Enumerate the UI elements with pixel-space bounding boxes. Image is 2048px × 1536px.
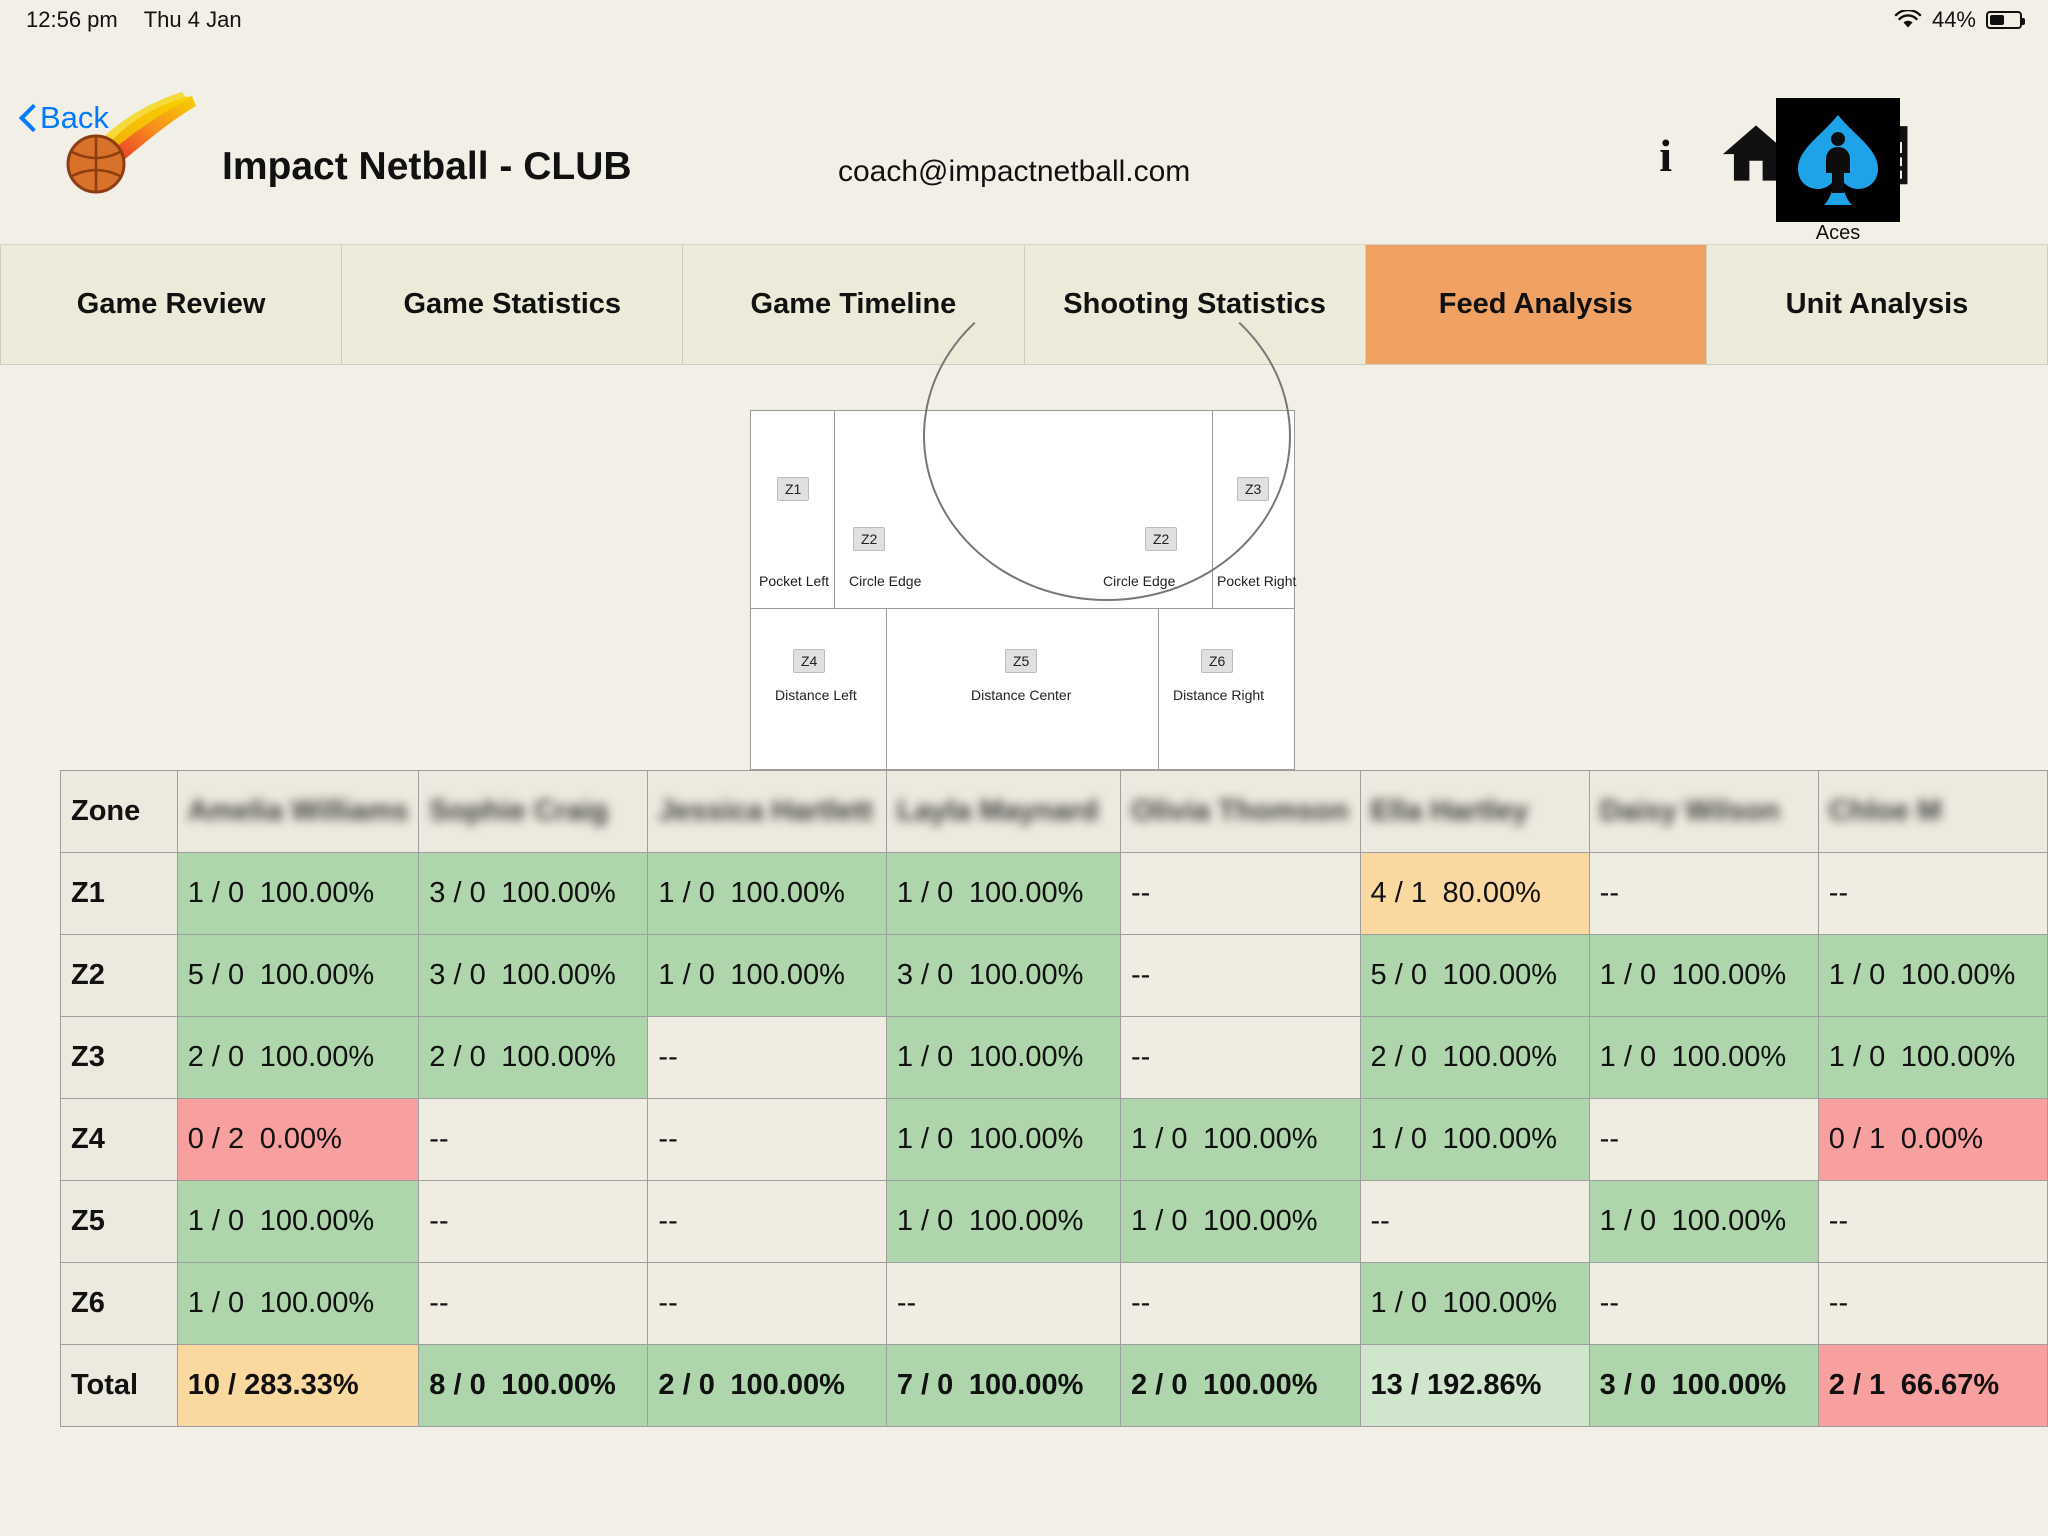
feed-count: -- <box>658 1287 678 1319</box>
table-cell-feed-stat[interactable] <box>648 1181 886 1263</box>
table-cell-feed-stat[interactable] <box>1121 1263 1361 1345</box>
table-cell-feed-stat[interactable] <box>886 1099 1120 1181</box>
table-cell-feed-stat[interactable] <box>886 1017 1120 1099</box>
table-cell-feed-stat[interactable] <box>419 935 648 1017</box>
info-icon[interactable]: i <box>1659 129 1672 181</box>
feed-count: 10 / 2 <box>187 1369 261 1401</box>
feed-percent: 100.00% <box>501 1041 616 1073</box>
back-label: Back <box>40 100 109 135</box>
feed-percent: 100.00% <box>1671 959 1787 991</box>
feed-count: 1 / 0 <box>187 1287 245 1319</box>
feed-percent: 100.00% <box>1203 1369 1318 1401</box>
column-header-player[interactable] <box>1360 771 1589 853</box>
table-cell-feed-stat[interactable] <box>648 935 886 1017</box>
table-cell-feed-stat[interactable] <box>419 1017 648 1099</box>
feed-count: 2 / 1 <box>1828 1369 1886 1401</box>
table-cell-feed-stat[interactable] <box>419 1099 648 1181</box>
feed-count: -- <box>1828 1287 1849 1319</box>
table-cell-feed-stat[interactable] <box>1121 1181 1361 1263</box>
table-cell-feed-stat[interactable] <box>1360 1017 1589 1099</box>
table-cell-feed-stat[interactable] <box>419 1263 648 1345</box>
table-cell-feed-stat[interactable] <box>1121 1099 1361 1181</box>
player-name: Sophie Craig <box>429 795 609 827</box>
table-cell-feed-stat[interactable] <box>1121 853 1361 935</box>
court-zone-label-circle-edge-right: Circle Edge <box>1103 573 1176 589</box>
table-cell-feed-stat[interactable] <box>648 1017 886 1099</box>
table-cell-feed-stat[interactable] <box>1360 935 1589 1017</box>
table-header-row <box>61 771 2048 853</box>
feed-count: -- <box>658 1205 678 1237</box>
account-email: coach@impactnetball.com <box>838 155 1191 188</box>
team-badge[interactable] <box>1776 98 1900 222</box>
court-zone-tag-z2-right: Z2 <box>1145 527 1177 551</box>
feed-percent: 100.00% <box>1203 1123 1318 1155</box>
feed-count: 1 / 0 <box>1599 1205 1657 1237</box>
feed-analysis-table <box>60 770 2048 1427</box>
feed-percent: 100.00% <box>1203 1205 1318 1237</box>
feed-count: 1 / 0 <box>1828 1041 1886 1073</box>
table-cell-feed-stat[interactable] <box>1360 1345 1589 1427</box>
feed-count: 5 / 0 <box>1370 959 1427 991</box>
feed-count: 3 / 0 <box>896 959 954 991</box>
column-header-player[interactable] <box>886 771 1120 853</box>
court-zone-circle-edge[interactable] <box>835 411 1213 608</box>
feed-count: -- <box>1599 1123 1619 1155</box>
chevron-left-icon <box>20 105 34 131</box>
page-title: Impact Netball - CLUB <box>222 145 632 188</box>
court-shooting-circle-row <box>751 411 1297 608</box>
column-header-player[interactable] <box>1121 771 1361 853</box>
court-zone-tag-z3: Z3 <box>1237 477 1269 501</box>
status-right-cluster <box>1894 7 2022 33</box>
table-cell-feed-stat[interactable] <box>1121 1345 1361 1427</box>
table-cell-feed-stat[interactable] <box>1589 1263 1818 1345</box>
feed-count: 1 / 0 <box>1599 1041 1657 1073</box>
feed-count: 1 / 0 <box>658 959 715 991</box>
feed-count: 2 / 0 <box>658 1369 715 1401</box>
court-zone-tag-z5: Z5 <box>1005 649 1037 673</box>
table-row <box>61 853 2048 935</box>
feed-count: 3 / 0 <box>429 877 486 909</box>
row-header-zone: Total <box>61 1345 178 1427</box>
feed-count: -- <box>1131 877 1151 909</box>
table-cell-feed-stat[interactable] <box>1818 1017 2047 1099</box>
feed-count: -- <box>1131 1041 1151 1073</box>
feed-count: 4 / 1 <box>1370 877 1427 909</box>
tab-game-statistics[interactable]: Game Statistics <box>342 245 683 364</box>
table-cell-feed-stat[interactable] <box>177 853 419 935</box>
table-cell-feed-stat[interactable] <box>1818 1345 2047 1427</box>
status-time: 12:56 pm <box>26 7 118 32</box>
feed-percent: 66.67% <box>1900 1369 2000 1401</box>
feed-percent: 0.00% <box>259 1123 342 1155</box>
table-row <box>61 1099 2048 1181</box>
court-zone-tag-z2-left: Z2 <box>853 527 885 551</box>
feed-percent: 100.00% <box>730 1369 845 1401</box>
court-zone-tag-z4: Z4 <box>793 649 825 673</box>
court-zone-distance-left[interactable] <box>751 609 887 769</box>
battery-icon <box>1986 11 2022 29</box>
table-cell-feed-stat[interactable] <box>1360 853 1589 935</box>
court-zone-pocket-left[interactable] <box>751 411 835 608</box>
row-header-zone: Z4 <box>61 1099 178 1181</box>
column-header-player[interactable] <box>177 771 419 853</box>
table-cell-feed-stat[interactable] <box>1121 1017 1361 1099</box>
feed-count: 1 / 0 <box>896 1041 954 1073</box>
feed-percent: 100.00% <box>968 877 1084 909</box>
spade-player-icon <box>1790 109 1886 211</box>
table-cell-feed-stat[interactable] <box>1818 853 2047 935</box>
table-row <box>61 1345 2048 1427</box>
tab-game-review[interactable]: Game Review <box>0 245 342 364</box>
row-header-zone: Z1 <box>61 853 178 935</box>
feed-count: -- <box>658 1123 678 1155</box>
row-header-zone: Z2 <box>61 935 178 1017</box>
feed-count: -- <box>1599 877 1619 909</box>
court-zone-label-pocket-left: Pocket Left <box>759 573 830 589</box>
feed-percent: 100.00% <box>501 877 616 909</box>
table-body <box>61 853 2048 1427</box>
court-zone-label-pocket-right: Pocket Right <box>1217 573 1297 589</box>
feed-count: 1 / 0 <box>896 1123 954 1155</box>
court-zone-label-distance-center: Distance Center <box>971 687 1072 703</box>
table-cell-feed-stat[interactable] <box>1589 1345 1818 1427</box>
court-zone-label-distance-right: Distance Right <box>1173 687 1265 703</box>
table-cell-feed-stat[interactable] <box>177 1345 419 1427</box>
table-cell-feed-stat[interactable] <box>648 1345 886 1427</box>
table-cell-feed-stat[interactable] <box>1818 935 2047 1017</box>
feed-count: -- <box>1370 1205 1390 1237</box>
feed-percent: 100.00% <box>968 1041 1084 1073</box>
feed-count: 1 / 0 <box>896 1205 954 1237</box>
player-name: Ella Hartley <box>1370 795 1529 827</box>
tab-shooting-statistics[interactable]: Shooting Statistics <box>1025 245 1366 364</box>
feed-percent: 100.00% <box>968 1369 1084 1401</box>
feed-analysis-table-area[interactable] <box>60 770 2048 1536</box>
feed-count: 1 / 0 <box>187 1205 245 1237</box>
player-name: Amelia Williams <box>187 795 409 827</box>
battery-percent: 44% <box>1931 7 1976 32</box>
feed-percent: 80.00% <box>1442 877 1541 909</box>
row-header-zone: Z6 <box>61 1263 178 1345</box>
table-cell-feed-stat[interactable] <box>1589 853 1818 935</box>
table-cell-feed-stat[interactable] <box>886 935 1120 1017</box>
feed-percent: 100.00% <box>730 877 845 909</box>
feed-percent: 100.00% <box>968 959 1084 991</box>
table-cell-feed-stat[interactable] <box>1818 1181 2047 1263</box>
court-zone-distance-right[interactable] <box>1159 609 1294 769</box>
table-cell-feed-stat[interactable] <box>1360 1263 1589 1345</box>
feed-count: 3 / 0 <box>1599 1369 1657 1401</box>
feed-percent: 100.00% <box>968 1205 1084 1237</box>
feed-percent: 83.33% <box>260 1369 359 1401</box>
table-cell-feed-stat[interactable] <box>648 853 886 935</box>
feed-count: -- <box>1599 1287 1619 1319</box>
player-name: Jessica Hartlett <box>658 795 873 827</box>
feed-count: -- <box>429 1287 449 1319</box>
feed-percent: 100.00% <box>259 1041 375 1073</box>
court-zone-tag-z6: Z6 <box>1201 649 1233 673</box>
court-zone-label-circle-edge-left: Circle Edge <box>849 573 922 589</box>
column-header-zone: Zone <box>61 771 178 853</box>
column-header-player[interactable] <box>648 771 886 853</box>
court-distance-row <box>751 608 1294 769</box>
tab-game-timeline[interactable]: Game Timeline <box>683 245 1024 364</box>
table-cell-feed-stat[interactable] <box>177 1263 419 1345</box>
feed-count: -- <box>658 1041 678 1073</box>
feed-count: -- <box>1828 1205 1849 1237</box>
feed-count: 1 / 0 <box>1370 1123 1427 1155</box>
feed-count: 13 / 1 <box>1370 1369 1444 1401</box>
feed-count: 2 / 0 <box>1370 1041 1427 1073</box>
table-cell-feed-stat[interactable] <box>177 935 419 1017</box>
feed-percent: 100.00% <box>968 1123 1084 1155</box>
table-cell-feed-stat[interactable] <box>177 1099 419 1181</box>
feed-percent: 92.86% <box>1443 1369 1542 1401</box>
court-zone-diagram <box>750 410 1295 770</box>
column-header-player[interactable] <box>1589 771 1818 853</box>
table-cell-feed-stat[interactable] <box>419 1181 648 1263</box>
feed-count: 1 / 0 <box>1370 1287 1427 1319</box>
feed-count: 1 / 0 <box>1599 959 1657 991</box>
feed-percent: 100.00% <box>730 959 845 991</box>
court-zone-tag-z1: Z1 <box>777 477 809 501</box>
feed-percent: 100.00% <box>1442 1287 1558 1319</box>
feed-count: 7 / 0 <box>896 1369 954 1401</box>
feed-percent: 100.00% <box>1442 959 1558 991</box>
feed-percent: 100.00% <box>1442 1041 1558 1073</box>
table-row <box>61 1017 2048 1099</box>
feed-count: 2 / 0 <box>1131 1369 1188 1401</box>
feed-percent: 100.00% <box>1442 1123 1558 1155</box>
table-cell-feed-stat[interactable] <box>1818 1099 2047 1181</box>
feed-count: 5 / 0 <box>187 959 245 991</box>
tab-feed-analysis[interactable]: Feed Analysis <box>1366 245 1707 364</box>
feed-count: 2 / 0 <box>429 1041 486 1073</box>
table-cell-feed-stat[interactable] <box>648 1099 886 1181</box>
feed-count: 1 / 0 <box>658 877 715 909</box>
player-name: Daisy Wilson <box>1599 795 1780 827</box>
feed-count: 1 / 0 <box>1131 1205 1188 1237</box>
feed-count: 1 / 0 <box>896 877 954 909</box>
row-header-zone: Z5 <box>61 1181 178 1263</box>
feed-percent: 100.00% <box>1900 1041 2016 1073</box>
court-zone-distance-center[interactable] <box>887 609 1159 769</box>
app-logo-icon <box>62 90 202 200</box>
table-cell-feed-stat[interactable] <box>886 1345 1120 1427</box>
table-cell-feed-stat[interactable] <box>1121 935 1361 1017</box>
feed-count: 8 / 0 <box>429 1369 486 1401</box>
table-cell-feed-stat[interactable] <box>886 1181 1120 1263</box>
feed-percent: 100.00% <box>259 877 375 909</box>
court-zone-label-distance-left: Distance Left <box>775 687 857 703</box>
tab-unit-analysis[interactable]: Unit Analysis <box>1707 245 2048 364</box>
app-header <box>0 40 2048 245</box>
feed-count: -- <box>1131 959 1151 991</box>
status-date: Thu 4 Jan <box>143 7 242 32</box>
feed-count: 3 / 0 <box>429 959 486 991</box>
feed-count: 1 / 0 <box>1828 959 1886 991</box>
table-row <box>61 935 2048 1017</box>
feed-percent: 100.00% <box>1671 1369 1787 1401</box>
table-cell-feed-stat[interactable] <box>1589 1181 1818 1263</box>
table-cell-feed-stat[interactable] <box>419 853 648 935</box>
table-row <box>61 1181 2048 1263</box>
feed-percent: 100.00% <box>501 959 616 991</box>
feed-count: 0 / 2 <box>187 1123 245 1155</box>
court-zone-pocket-right[interactable] <box>1213 411 1297 608</box>
table-cell-feed-stat[interactable] <box>1818 1263 2047 1345</box>
player-name: Chloe M <box>1828 795 1942 827</box>
feed-percent: 100.00% <box>259 1287 375 1319</box>
row-header-zone: Z3 <box>61 1017 178 1099</box>
feed-count: 2 / 0 <box>187 1041 245 1073</box>
team-badge-label: Aces <box>1815 222 1861 244</box>
feed-count: -- <box>429 1205 449 1237</box>
table-cell-feed-stat[interactable] <box>177 1017 419 1099</box>
player-name: Olivia Thomson <box>1131 795 1349 827</box>
column-header-player[interactable] <box>1818 771 2047 853</box>
feed-count: -- <box>1828 877 1849 909</box>
table-row <box>61 1263 2048 1345</box>
table-cell-feed-stat[interactable] <box>1589 935 1818 1017</box>
feed-percent: 100.00% <box>1671 1041 1787 1073</box>
feed-percent: 100.00% <box>1671 1205 1787 1237</box>
feed-percent: 0.00% <box>1900 1123 1984 1155</box>
feed-count: 1 / 0 <box>1131 1123 1188 1155</box>
table-cell-feed-stat[interactable] <box>648 1263 886 1345</box>
feed-percent: 100.00% <box>501 1369 616 1401</box>
feed-count: -- <box>1131 1287 1151 1319</box>
feed-count: -- <box>896 1287 917 1319</box>
table-cell-feed-stat[interactable] <box>419 1345 648 1427</box>
feed-count: 1 / 0 <box>187 877 245 909</box>
table-cell-feed-stat[interactable] <box>1360 1099 1589 1181</box>
status-bar <box>0 0 2048 40</box>
column-header-player[interactable] <box>419 771 648 853</box>
table-cell-feed-stat[interactable] <box>886 1263 1120 1345</box>
feed-count: -- <box>429 1123 449 1155</box>
feed-percent: 100.00% <box>259 1205 375 1237</box>
table-cell-feed-stat[interactable] <box>177 1181 419 1263</box>
feed-percent: 100.00% <box>1900 959 2016 991</box>
feed-percent: 100.00% <box>259 959 375 991</box>
table-cell-feed-stat[interactable] <box>886 853 1120 935</box>
table-cell-feed-stat[interactable] <box>1589 1099 1818 1181</box>
table-cell-feed-stat[interactable] <box>1360 1181 1589 1263</box>
wifi-icon <box>1894 10 1922 30</box>
feed-count: 0 / 1 <box>1828 1123 1886 1155</box>
table-cell-feed-stat[interactable] <box>1589 1017 1818 1099</box>
player-name: Layla Maynard <box>896 795 1099 827</box>
